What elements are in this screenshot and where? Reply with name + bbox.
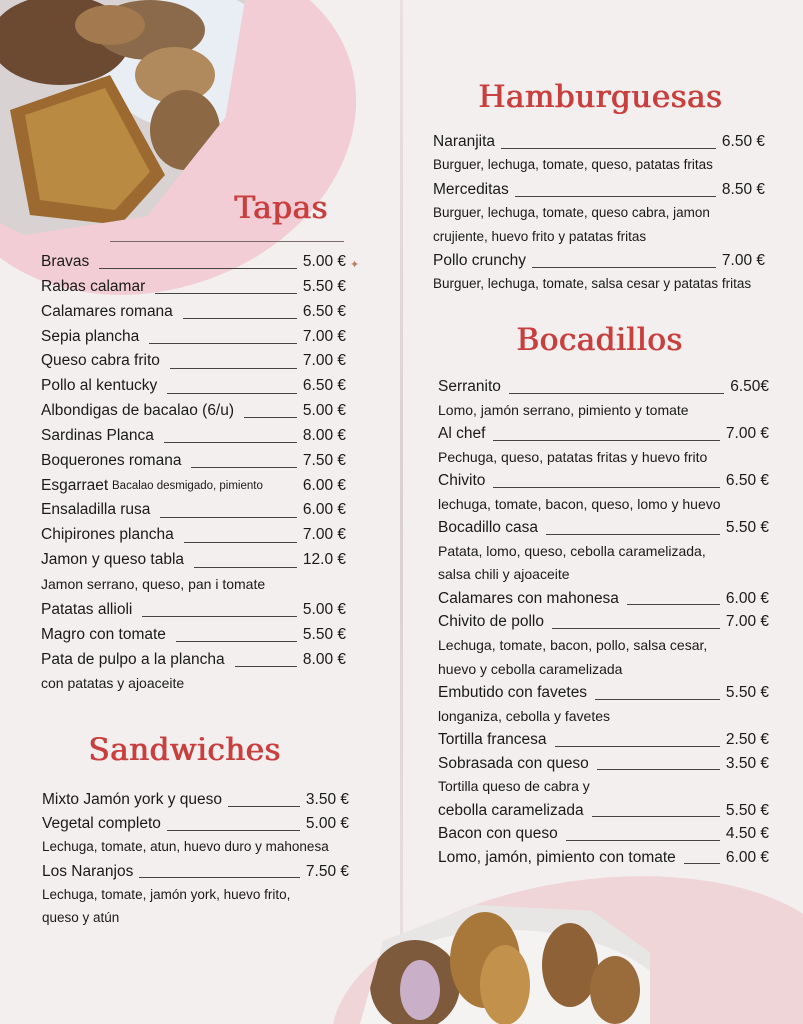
menu-item-description: huevo y cebolla caramelizada [438,660,623,677]
menu-item-price: 8.00 € [302,650,346,668]
menu-item [433,181,765,205]
menu-item-description: Lechuga, tomate, bacon, pollo, salsa cesar, [438,637,708,654]
menu-item-name: Pollo al kentucky [41,377,158,395]
menu-item-price: 6.00 € [302,476,346,494]
menu-item-price: 7.50 € [305,862,349,880]
menu-item-description: lechuga, tomate, bacon, queso, lomo y huevo [438,495,721,512]
tapas-list [41,253,346,700]
menu-item-description: Burguer, lechuga, tomate, queso cabra, jamon [433,204,710,220]
leader-line [684,863,720,864]
menu-item-name: Embutido con favetes [438,684,588,702]
leader-line [546,534,720,535]
menu-item [438,684,769,708]
menu-item-price: 6.50 € [721,133,765,150]
menu-item-price: 3.50 € [305,791,349,808]
menu-item-price: 5.50 € [725,519,769,537]
menu-item-price: 7.00 € [721,252,765,270]
menu-item-description: salsa chili y ajoaceite [438,566,570,583]
menu-item-name: Esgarraet [41,476,109,494]
menu-item-price: 5.50 € [725,801,769,819]
menu-item [41,477,346,502]
leader-line [627,604,720,605]
menu-item [41,427,346,452]
leader-line [170,368,297,369]
menu-item-price: 5.00 € [302,402,346,420]
menu-item-name: Los Naranjos [42,862,134,880]
menu-item-price: 5.50 € [725,684,769,702]
menu-item [438,425,769,449]
leader-line [155,293,297,294]
menu-item-name: Mixto Jamón york y queso [42,791,223,808]
leader-line [228,806,300,807]
menu-item-price: 6.50 € [725,472,769,490]
leader-line [597,769,720,770]
menu-item-name: Pata de pulpo a la plancha [41,650,225,668]
leader-line [552,628,720,629]
menu-item [41,501,346,526]
leader-line [167,393,297,394]
hamburguesas-title: Hamburguesas [478,79,722,115]
menu-item [438,731,769,755]
leader-line [149,343,297,344]
menu-item-name: Chivito de pollo [438,613,544,631]
menu-item [41,626,346,651]
menu-item-price: 7.00 € [302,327,346,345]
menu-item-name: Serranito [438,378,501,395]
menu-item-name: Rabas calamar [41,277,146,295]
menu-item-price: 4.50 € [725,825,769,843]
menu-item-name: Magro con tomate [41,625,166,643]
menu-item-name: Calamares con mahonesa [438,589,619,607]
menu-item [41,328,346,353]
menu-item [438,378,769,402]
menu-item-description: Lechuga, tomate, jamón york, huevo frito, [42,886,291,902]
menu-item-name: Merceditas [433,180,509,198]
leader-line [244,417,297,418]
menu-item-name: Vegetal completo [42,814,161,832]
menu-item-name: Chipirones plancha [41,526,174,544]
menu-item-name: Tortilla francesa [438,731,547,749]
leader-line [595,699,720,700]
menu-item-description: queso y atún [42,910,120,926]
leader-line [235,666,297,667]
menu-item-note: Bacalao desmigado, pimiento [112,479,263,492]
menu-item-description: Patata, lomo, queso, cebolla caramelizada, [438,542,706,559]
menu-item [433,252,765,276]
leader-line [176,641,297,642]
menu-item-name: Lomo, jamón, pimiento con tomate [438,848,676,866]
leader-line [566,840,720,841]
leader-line [555,746,720,747]
menu-item-price: 7.00 € [725,425,769,443]
menu-item-name: Chivito [438,472,486,490]
leader-line [160,517,297,518]
sandwiches-title: Sandwiches [88,732,281,768]
hamburguesas-list [433,133,765,300]
bocadillos-title: Bocadillos [516,322,683,358]
menu-item-name: Albondigas de bacalao (6/u) [41,402,235,420]
menu-item [42,815,349,839]
menu-item [41,551,346,576]
leader-line [167,830,300,831]
menu-item-price: 7.00 € [302,526,346,544]
menu-item-price: 6.00 € [725,589,769,607]
menu-item [438,590,769,614]
menu-item-price: 7.00 € [302,352,346,370]
menu-item-name: Patatas allioli [41,600,133,618]
leader-line [501,148,716,149]
menu-item [41,526,346,551]
menu-item-description: Pechuga, queso, patatas fritas y huevo frito [438,448,708,465]
menu-item-price: 5.00 € [305,814,349,832]
menu-item [438,755,769,779]
menu-item [41,253,346,278]
leader-line [183,318,297,319]
menu-item-price: 8.00 € [302,426,346,444]
leader-line [99,268,297,269]
menu-item-description: Jamon serrano, queso, pan i tomate [41,575,266,592]
menu-item [438,825,769,849]
title-underline [110,241,344,242]
menu-item [41,651,346,676]
menu-item-name: cebolla caramelizada [438,801,584,819]
menu-item-price: 6.00 € [302,501,346,519]
leader-line [493,487,720,488]
menu-item [42,863,349,887]
menu-item [41,352,346,377]
menu-item-price: 7.50 € [302,451,346,469]
menu-item [41,303,346,328]
menu-item [438,802,769,826]
tapas-title: Tapas [234,190,328,226]
menu-item [438,613,769,637]
menu-item [41,278,346,303]
menu-item-price: 6.50€ [730,378,769,395]
menu-item-price: 6.50 € [302,377,346,395]
menu-item-name: Calamares romana [41,302,173,320]
menu-item-price: 7.00 € [725,613,769,631]
menu-item-name: Boquerones romana [41,451,182,469]
menu-item-description: Lomo, jamón serrano, pimiento y tomate [438,401,689,418]
menu-item-name: Bravas [41,253,90,270]
menu-item [41,377,346,402]
menu-item-description: Burguer, lechuga, tomate, salsa cesar y patatas fritas [433,276,752,292]
leader-line [142,616,297,617]
menu-item-description: Lechuga, tomate, atun, huevo duro y mahonesa [42,838,329,854]
leader-line [532,267,716,268]
bocadillos-list [438,378,769,872]
menu-item-name: Sepia plancha [41,327,140,345]
menu-item [438,519,769,543]
menu-item-price: 5.50 € [302,625,346,643]
menu-item-description: Tortilla queso de cabra y [438,778,590,795]
menu-item-description: con patatas y ajoaceite [41,675,185,692]
menu-item-name: Ensaladilla rusa [41,501,151,519]
leader-line [184,542,297,543]
menu-item-price: 6.00 € [725,848,769,866]
menu-item-name: Bacon con queso [438,825,558,843]
leader-line [592,816,720,817]
leader-line [194,567,297,568]
sandwiches-list [42,791,349,934]
menu-item-description: Burguer, lechuga, tomate, queso, patatas fritas [433,156,713,172]
menu-item-name: Queso cabra frito [41,352,160,370]
menu-item-name: Sobrasada con queso [438,754,589,772]
menu-item-name: Bocadillo casa [438,519,538,537]
page-fold [400,0,403,1024]
menu-item [438,849,769,873]
leader-line [139,877,300,878]
menu-item-description: crujiente, huevo frito y patatas fritas [433,228,647,244]
leader-line [515,196,716,197]
menu-item-name: Sardinas Planca [41,426,154,444]
menu-item [41,452,346,477]
menu-item-name: Jamon y queso tabla [41,551,185,569]
menu-item-price: 8.50 € [721,180,765,198]
leader-line [164,442,297,443]
menu-item-name: Pollo crunchy [433,252,527,270]
leader-line [509,393,724,394]
menu-item [41,601,346,626]
fried-calamari-photo [360,905,650,1024]
menu-item-price: 5.00 € [302,600,346,618]
menu-item [433,133,765,157]
menu-item [41,402,346,427]
menu-item [438,472,769,496]
menu-item-price: 12.0 € [302,551,346,569]
menu-item-price: 6.50 € [302,302,346,320]
leader-line [191,467,297,468]
menu-item-name: Al chef [438,425,486,443]
sparkle-icon: ✦ [350,259,360,271]
menu-item-price: 3.50 € [725,754,769,772]
menu-item-price: 5.00 € [302,253,346,270]
menu-item-description: longaniza, cebolla y favetes [438,707,610,724]
leader-line [493,440,720,441]
menu-item [42,791,349,815]
menu-item-price: 2.50 € [725,731,769,749]
menu-item-name: Naranjita [433,133,496,150]
menu-item-price: 5.50 € [302,277,346,295]
